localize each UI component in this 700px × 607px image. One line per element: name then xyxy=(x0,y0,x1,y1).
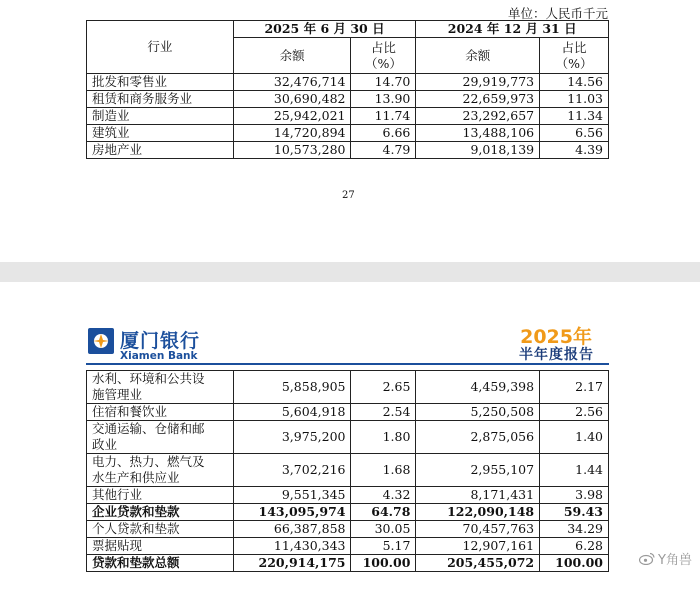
industry-name: 租赁和商务服务业 xyxy=(87,91,234,108)
industry-name: 批发和零售业 xyxy=(87,74,234,91)
balance-2025: 32,476,714 xyxy=(233,74,351,91)
industry-name-line2: 水生产和供应业 xyxy=(92,470,180,485)
ratio-2025: 13.90 xyxy=(351,91,416,108)
ratio-2025: 5.17 xyxy=(351,538,416,555)
balance-2025: 220,914,175 xyxy=(233,555,351,572)
ratio-2024: 14.56 xyxy=(540,74,609,91)
table-row xyxy=(87,555,609,572)
ratio-2025: 11.74 xyxy=(351,108,416,125)
weibo-icon xyxy=(639,552,655,565)
balance-2024: 205,455,072 xyxy=(416,555,540,572)
ratio-2025: 64.78 xyxy=(351,504,416,521)
balance-2025: 11,430,343 xyxy=(233,538,351,555)
header-ratio-label: 占比 xyxy=(561,39,587,55)
table-row xyxy=(87,371,609,404)
industry-name xyxy=(87,371,234,404)
header-balance-2024: 余额 xyxy=(416,38,540,74)
document-page-28 xyxy=(0,282,700,607)
table-row xyxy=(87,504,609,521)
ratio-2024: 2.56 xyxy=(540,404,609,421)
ratio-2024: 11.34 xyxy=(540,108,609,125)
balance-2024: 9,018,139 xyxy=(416,142,540,159)
loan-industry-table-part2 xyxy=(86,370,609,572)
ratio-2024: 100.00 xyxy=(540,555,609,572)
table-row xyxy=(87,538,609,555)
balance-2025: 14,720,894 xyxy=(233,125,351,142)
industry-name: 制造业 xyxy=(87,108,234,125)
table-row xyxy=(87,91,609,108)
industry-name-line1: 交通运输、仓储和邮 xyxy=(92,421,205,436)
header-ratio-label: 占比 xyxy=(370,39,396,55)
industry-name: 建筑业 xyxy=(87,125,234,142)
industry-name xyxy=(87,487,234,504)
header-divider xyxy=(86,363,609,365)
table-row xyxy=(87,421,609,454)
balance-2024: 23,292,657 xyxy=(416,108,540,125)
ratio-2025: 14.70 xyxy=(351,74,416,91)
ratio-2024: 2.17 xyxy=(540,371,609,404)
industry-name-line1: 其他行业 xyxy=(92,487,143,502)
industry-name xyxy=(87,555,234,572)
industry-name: 房地产业 xyxy=(87,142,234,159)
header-industry: 行业 xyxy=(87,21,234,74)
table-row xyxy=(87,125,609,142)
balance-2024: 13,488,106 xyxy=(416,125,540,142)
ratio-2024: 34.29 xyxy=(540,521,609,538)
balance-2024: 8,171,431 xyxy=(416,487,540,504)
xiamen-bank-logo-icon xyxy=(88,328,114,354)
report-year: 2025年 xyxy=(520,326,592,348)
balance-2025: 9,551,345 xyxy=(233,487,351,504)
table-row xyxy=(87,487,609,504)
industry-name-line1: 水利、环境和公共设 xyxy=(92,371,205,386)
ratio-2024: 59.43 xyxy=(540,504,609,521)
ratio-2025: 100.00 xyxy=(351,555,416,572)
industry-name-line1: 电力、热力、燃气及 xyxy=(92,454,205,469)
ratio-2024: 3.98 xyxy=(540,487,609,504)
ratio-2024: 6.56 xyxy=(540,125,609,142)
industry-name-line2: 施管理业 xyxy=(92,387,143,402)
industry-name xyxy=(87,538,234,555)
balance-2024: 2,875,056 xyxy=(416,421,540,454)
industry-name-line1: 个人贷款和垫款 xyxy=(92,521,180,536)
industry-name xyxy=(87,404,234,421)
balance-2024: 22,659,973 xyxy=(416,91,540,108)
ratio-2025: 1.80 xyxy=(351,421,416,454)
bank-name-cn: 厦门银行 xyxy=(120,330,201,352)
ratio-2025: 4.79 xyxy=(351,142,416,159)
balance-2025: 143,095,974 xyxy=(233,504,351,521)
balance-2025: 3,975,200 xyxy=(233,421,351,454)
header-ratio-unit: （%） xyxy=(555,55,593,71)
watermark-text: Y角兽 xyxy=(658,553,692,568)
header-ratio-2025 xyxy=(351,38,416,74)
balance-2025: 10,573,280 xyxy=(233,142,351,159)
ratio-2025: 6.66 xyxy=(351,125,416,142)
header-ratio-unit: （%） xyxy=(364,55,402,71)
table-row xyxy=(87,108,609,125)
loan-industry-table-part1 xyxy=(86,20,609,159)
table-row xyxy=(87,404,609,421)
balance-2024: 12,907,161 xyxy=(416,538,540,555)
header-period-2025: 2025 年 6 月 30 日 xyxy=(233,21,416,38)
industry-name xyxy=(87,504,234,521)
header-period-2024: 2024 年 12 月 31 日 xyxy=(416,21,609,38)
balance-2024: 122,090,148 xyxy=(416,504,540,521)
industry-name-line2: 政业 xyxy=(92,437,118,452)
unit-label: 单位：人民币千元 xyxy=(507,6,608,21)
page-separator xyxy=(0,262,700,282)
watermark xyxy=(639,549,692,568)
balance-2025: 30,690,482 xyxy=(233,91,351,108)
industry-name xyxy=(87,521,234,538)
ratio-2024: 4.39 xyxy=(540,142,609,159)
balance-2025: 25,942,021 xyxy=(233,108,351,125)
report-name: 半年度报告 xyxy=(519,347,594,363)
bank-name-en: Xiamen Bank xyxy=(120,350,198,362)
ratio-2025: 30.05 xyxy=(351,521,416,538)
balance-2025: 66,387,858 xyxy=(233,521,351,538)
balance-2024: 2,955,107 xyxy=(416,454,540,487)
table-row xyxy=(87,74,609,91)
industry-name-line1: 票据贴现 xyxy=(92,538,143,553)
balance-2024: 29,919,773 xyxy=(416,74,540,91)
ratio-2024: 6.28 xyxy=(540,538,609,555)
industry-name xyxy=(87,421,234,454)
table-row xyxy=(87,454,609,487)
industry-name-line1: 住宿和餐饮业 xyxy=(92,404,168,419)
balance-2025: 3,702,216 xyxy=(233,454,351,487)
industry-name-line1: 贷款和垫款总额 xyxy=(92,555,180,570)
balance-2024: 70,457,763 xyxy=(416,521,540,538)
industry-name-line1: 企业贷款和垫款 xyxy=(92,504,180,519)
industry-name xyxy=(87,454,234,487)
ratio-2024: 1.44 xyxy=(540,454,609,487)
page-number: 27 xyxy=(342,190,355,201)
document-page-27 xyxy=(0,0,700,262)
ratio-2025: 2.65 xyxy=(351,371,416,404)
ratio-2025: 4.32 xyxy=(351,487,416,504)
ratio-2024: 1.40 xyxy=(540,421,609,454)
table-row xyxy=(87,142,609,159)
balance-2024: 4,459,398 xyxy=(416,371,540,404)
header-ratio-2024 xyxy=(540,38,609,74)
header-balance-2025: 余额 xyxy=(233,38,351,74)
ratio-2025: 1.68 xyxy=(351,454,416,487)
ratio-2025: 2.54 xyxy=(351,404,416,421)
balance-2024: 5,250,508 xyxy=(416,404,540,421)
balance-2025: 5,604,918 xyxy=(233,404,351,421)
ratio-2024: 11.03 xyxy=(540,91,609,108)
balance-2025: 5,858,905 xyxy=(233,371,351,404)
table-row xyxy=(87,521,609,538)
